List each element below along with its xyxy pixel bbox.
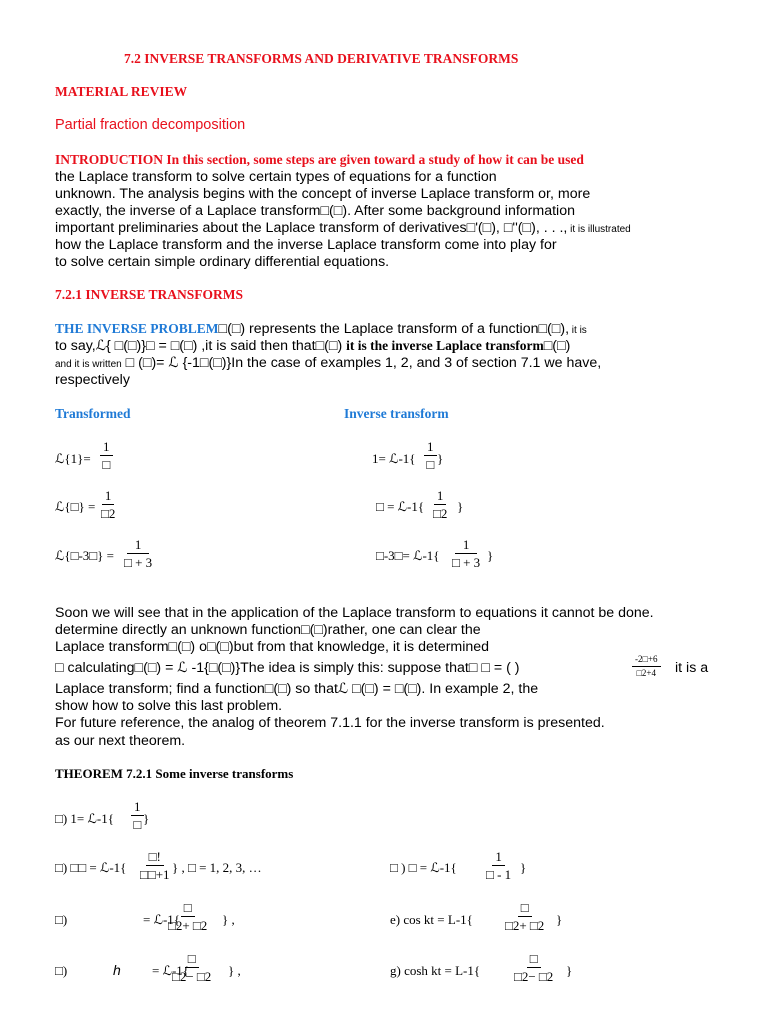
intro-first-line xyxy=(55,153,584,167)
theorem-d-lhs: □) xyxy=(55,912,68,927)
theorem-a-num: 1 xyxy=(131,800,144,816)
intro-lead: In this section, some steps are given toward a study of how it can be used xyxy=(163,152,584,167)
pair-2-left-fraction xyxy=(101,489,115,520)
theorem-f-mid: = ℒ-1{ xyxy=(152,963,190,978)
theorem-b-fraction xyxy=(140,850,170,881)
theorem-d-mid: = ℒ-1{ xyxy=(143,912,181,927)
pair-3-right-close: } xyxy=(487,548,494,563)
pair-2-left-lhs: ℒ{□} = xyxy=(55,499,96,514)
theorem-d-den: □2+ □2 xyxy=(168,918,208,933)
inverse-problem-l2c: □(□) xyxy=(543,338,571,354)
pair-1-left-fraction xyxy=(100,440,113,471)
theorem-g-close: } xyxy=(566,963,573,978)
theorem-title: THEOREM 7.2.1 Some inverse transforms xyxy=(55,766,294,781)
intro-line-2: the Laplace transform to solve certain types of equations for a function xyxy=(55,169,497,185)
theorem-c-num: 1 xyxy=(492,850,505,866)
pair-3-left-num: 1 xyxy=(127,538,150,554)
section-heading: 7.2 INVERSE TRANSFORMS AND DERIVATIVE TRANSFORMS xyxy=(124,51,519,66)
intro-line-6: how the Laplace transform and the inverse Laplace transform come into play for xyxy=(55,237,557,253)
para2-line-4-end: it is a xyxy=(675,660,709,676)
para2-line-2: determine directly an unknown function□(□)rather, one can clear the xyxy=(55,622,481,638)
partial-fraction-text: Partial fraction decomposition xyxy=(55,117,246,133)
material-review-heading: MATERIAL REVIEW xyxy=(55,84,188,99)
theorem-a-fraction xyxy=(131,800,144,831)
theorem-b-close: } , □ = 1, 2, 3, … xyxy=(172,860,262,875)
pair-2-right-close: } xyxy=(457,499,464,514)
column-transformed: Transformed xyxy=(55,406,131,421)
para2-line-4: □ calculating□(□) = ℒ -1{□(□)}The idea is simply this: suppose that□ □ = ( ) xyxy=(55,660,520,676)
intro-line-5-text: important preliminaries about the Laplace transform of derivatives□'(□), □''(□), . . ., xyxy=(55,220,568,236)
theorem-d-num: □ xyxy=(181,901,195,917)
theorem-g-lhs: g) cosh kt = L-1{ xyxy=(390,963,481,978)
pair-1-left-num: 1 xyxy=(100,440,113,456)
intro-label: INTRODUCTION xyxy=(55,152,164,167)
pair-2-right-num: 1 xyxy=(434,489,447,505)
para2-frac-num: -2□+6 xyxy=(632,655,661,667)
theorem-b-num: □! xyxy=(146,850,164,866)
theorem-e-fraction xyxy=(505,901,544,932)
theorem-b-lhs: □) □□ = ℒ-1{ xyxy=(55,860,127,875)
inverse-problem-l1: □(□) represents the Laplace transform of a function□(□), xyxy=(218,321,570,337)
theorem-f-lhs: □) xyxy=(55,963,68,978)
pair-3-right-den: □ + 3 xyxy=(452,555,481,570)
pair-3-right-num: 1 xyxy=(455,538,478,554)
theorem-g-fraction xyxy=(514,952,553,983)
para2-line-5: Laplace transform; find a function□(□) so thatℒ □(□) = □(□). In example 2, the xyxy=(55,681,539,697)
theorem-f-num: □ xyxy=(185,952,199,968)
inverse-problem-line-2 xyxy=(55,339,570,353)
para2-inline-fraction xyxy=(632,655,661,678)
inverse-problem-l2b: it is the inverse Laplace transform xyxy=(346,338,544,353)
para2-frac-den: □2+4 xyxy=(636,668,657,678)
pair-2-right-den: □2 xyxy=(433,506,448,521)
inverse-problem-l2a: to say,ℒ{ □(□)}□ = □(□) ,it is said then that□(□) xyxy=(55,338,347,354)
theorem-f-fraction xyxy=(172,952,211,983)
theorem-f-h: h xyxy=(113,962,121,978)
intro-line-4: exactly, the inverse of a Laplace transform□(□). After some background information xyxy=(55,203,575,219)
inverse-problem-label: THE INVERSE PROBLEM xyxy=(55,321,219,336)
theorem-c-fraction xyxy=(486,850,511,881)
theorem-d-fraction xyxy=(168,901,207,932)
pair-1-left-lhs: ℒ{1}= xyxy=(55,451,91,466)
column-inverse: Inverse transform xyxy=(344,406,449,421)
pair-1-left-den: □ xyxy=(102,457,111,472)
theorem-e-lhs: e) cos kt = L-1{ xyxy=(390,912,473,927)
inverse-problem-line-3 xyxy=(55,356,601,370)
pair-2-left-den: □2 xyxy=(101,506,116,521)
theorem-g-den: □2− □2 xyxy=(514,969,554,984)
theorem-e-den: □2+ □2 xyxy=(505,918,545,933)
intro-line-5 xyxy=(55,221,631,235)
pair-2-right-fraction xyxy=(433,489,447,520)
inverse-problem-l3: □ (□)= ℒ {-1□(□)}In the case of examples 1, 2, and 3 of section 7.1 we have, xyxy=(125,355,602,371)
theorem-c-lhs: □ ) □ = ℒ-1{ xyxy=(390,860,457,875)
pair-3-left-den: □ + 3 xyxy=(124,555,153,570)
pair-1-right-num: 1 xyxy=(424,440,437,456)
theorem-b-den: □□+1 xyxy=(140,867,170,882)
inverse-problem-line-4: respectively xyxy=(55,372,130,388)
para2-line-3: Laplace transform□(□) o□(□)but from that knowledge, it is determined xyxy=(55,639,490,655)
para2-line-6: show how to solve this last problem. xyxy=(55,698,283,714)
pair-1-right-den: □ xyxy=(426,457,435,472)
pair-1-right-fraction xyxy=(424,440,437,471)
theorem-g-num: □ xyxy=(527,952,541,968)
theorem-a-den: □ xyxy=(133,817,142,832)
subsection-heading: 7.2.1 INVERSE TRANSFORMS xyxy=(55,287,244,302)
theorem-a-lhs: □) 1= ℒ-1{ xyxy=(55,811,114,826)
theorem-e-close: } xyxy=(556,912,563,927)
inverse-problem-line-1 xyxy=(55,322,587,336)
pair-2-right-lhs: □ = ℒ-1{ xyxy=(376,499,425,514)
para2-line-1: Soon we will see that in the application of the Laplace transform to equations it cannot be done. xyxy=(55,605,654,621)
intro-line-5-small: it is illustrated xyxy=(567,224,631,235)
theorem-f-close: } , xyxy=(228,963,241,978)
para2-line-7: For future reference, the analog of theorem 7.1.1 for the inverse transform is presented. xyxy=(55,715,605,731)
inverse-problem-l3-small: and it is written xyxy=(55,359,122,370)
pair-3-right-fraction xyxy=(452,538,480,569)
theorem-d-close: } , xyxy=(222,912,235,927)
pair-1-right-close: } xyxy=(437,451,444,466)
inverse-problem-l1-small: it is xyxy=(569,325,587,336)
theorem-c-den: □ - 1 xyxy=(486,867,512,882)
pair-2-left-num: 1 xyxy=(102,489,115,505)
pair-3-left-lhs: ℒ{□-3□} = xyxy=(55,548,114,563)
intro-line-7: to solve certain simple ordinary differential equations. xyxy=(55,254,390,270)
pair-3-left-fraction xyxy=(124,538,152,569)
theorem-a-close: } xyxy=(143,811,150,826)
theorem-f-den: □2− □2 xyxy=(172,969,212,984)
para2-line-8: as our next theorem. xyxy=(55,733,186,749)
pair-3-right-lhs: □-3□= ℒ-1{ xyxy=(376,548,440,563)
theorem-c-close: } xyxy=(520,860,527,875)
theorem-e-num: □ xyxy=(518,901,532,917)
pair-1-right-lhs: 1= ℒ-1{ xyxy=(372,451,416,466)
intro-line-3: unknown. The analysis begins with the concept of inverse Laplace transform or, more xyxy=(55,186,591,202)
